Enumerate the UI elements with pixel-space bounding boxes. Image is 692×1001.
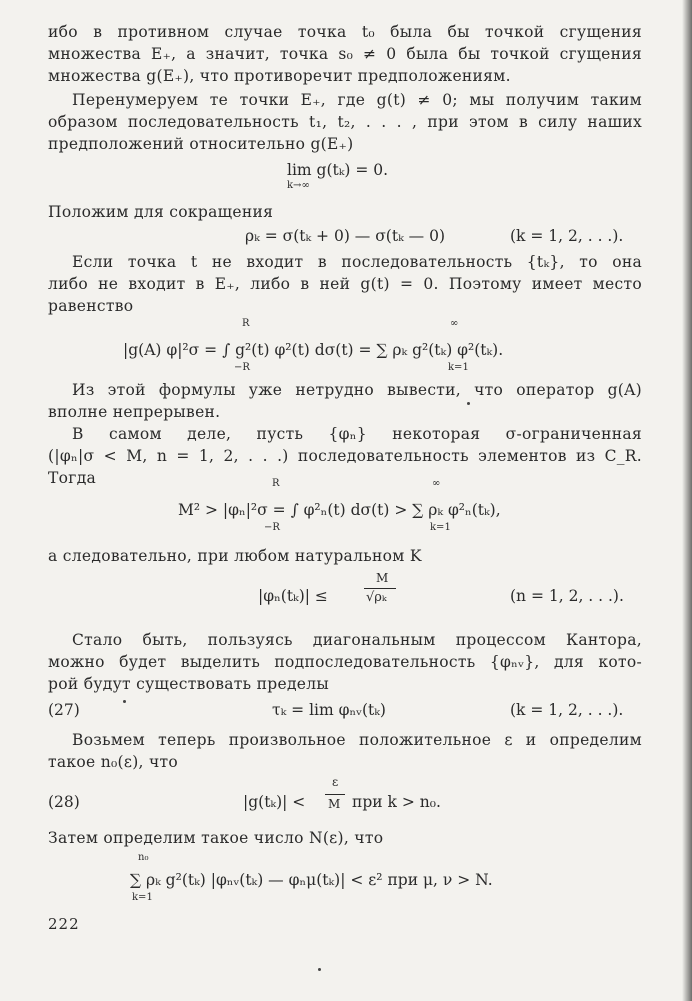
- fraction-numerator: ε: [332, 775, 339, 789]
- print-speck: [318, 968, 321, 971]
- text-line: Положим для сокращения: [48, 203, 274, 221]
- fraction-bar: [325, 794, 345, 795]
- sum-upper-limit: ∞: [450, 318, 459, 329]
- scan-edge-shadow: [682, 0, 692, 1001]
- text-line: либо не входит в E₊, либо в ней g(t) = 0. Поэтому имеет место: [48, 275, 642, 293]
- formula-rho-range: (k = 1, 2, . . .).: [510, 227, 624, 245]
- text-line: множества E₊, а значит, точка s₀ ≠ 0 была бы точкой сгущения: [48, 45, 642, 63]
- fraction-denominator: √ρₖ: [366, 590, 387, 605]
- text-line: Тогда: [48, 469, 97, 487]
- equation-number: (27): [48, 701, 80, 719]
- text-line: образом последовательность t₁, t₂, . . . , при этом в силу наших: [48, 113, 642, 131]
- text-line: (|φₙ|σ < M, n = 1, 2, . . .) последовательность элементов из C_R.: [48, 447, 642, 465]
- formula-rho: ρₖ = σ(tₖ + 0) — σ(tₖ — 0): [245, 227, 445, 245]
- formula-norm-bound: M² > |φₙ|²σ = ∫ φ²ₙ(t) dσ(t) > ∑ ρₖ φ²ₙ(tₖ),: [178, 501, 501, 519]
- sum-upper-limit: ∞: [432, 478, 441, 489]
- print-speck: [467, 402, 470, 405]
- text-line: рой будут существовать пределы: [48, 675, 330, 693]
- page-number: 222: [48, 915, 80, 933]
- sum-lower-limit: k=1: [448, 362, 469, 373]
- integral-lower-limit: −R: [264, 522, 280, 533]
- text-line: Перенумеруем те точки E₊, где g(t) ≠ 0; мы получим таким: [72, 91, 642, 109]
- text-line: Затем определим такое число N(ε), что: [48, 829, 384, 847]
- formula-condition: при k > n₀.: [352, 793, 441, 811]
- sum-lower-limit: k=1: [132, 892, 153, 903]
- text-line: Если точка t не входит в последовательность {tₖ}, то она: [72, 253, 642, 271]
- text-line: равенство: [48, 297, 134, 315]
- text-line: Возьмем теперь произвольное положительное ε и определим: [72, 731, 642, 749]
- formula-limits: τₖ = lim φₙᵥ(tₖ): [272, 701, 386, 719]
- fraction-denominator: M: [328, 797, 341, 811]
- formula-range: (k = 1, 2, . . .).: [510, 701, 624, 719]
- formula-coordinate-bound: |φₙ(tₖ)| ≤: [258, 587, 328, 605]
- fraction-numerator: M: [376, 571, 389, 585]
- text-line: такое n₀(ε), что: [48, 753, 179, 771]
- formula-norm-equality: |g(A) φ|²σ = ∫ g²(t) φ²(t) dσ(t) = ∑ ρₖ g²(tₖ) φ²(tₖ).: [123, 341, 504, 359]
- text-line: Из этой формулы уже нетрудно вывести, что оператор g(A): [72, 381, 642, 399]
- text-line: можно будет выделить подпоследовательность {φₙᵥ}, для кото-: [48, 653, 642, 671]
- formula-epsilon-bound: |g(tₖ)| <: [243, 793, 306, 811]
- text-line: В самом деле, пусть {φₙ} некоторая σ-ограниченная: [72, 425, 642, 443]
- text-line: предположений относительно g(E₊): [48, 135, 354, 153]
- sum-lower-limit: k=1: [430, 522, 451, 533]
- equation-number: (28): [48, 793, 80, 811]
- formula-cauchy-condition: ∑ ρₖ g²(tₖ) |φₙᵥ(tₖ) — φₙμ(tₖ)| < ε² при μ, ν > N.: [130, 871, 493, 889]
- formula-limit: lim g(tₖ) = 0.: [287, 161, 389, 179]
- integral-upper-limit: R: [242, 318, 250, 329]
- integral-upper-limit: R: [272, 478, 280, 489]
- integral-lower-limit: −R: [234, 362, 250, 373]
- text-line: а следовательно, при любом натуральном K: [48, 547, 422, 565]
- text-line: множества g(E₊), что противоречит предположениям.: [48, 67, 511, 85]
- formula-limit-subscript: k→∞: [287, 180, 310, 191]
- text-line: Стало быть, пользуясь диагональным процессом Кантора,: [72, 631, 642, 649]
- print-speck: [123, 700, 126, 703]
- sum-upper-limit: n₀: [138, 852, 149, 863]
- text-line: ибо в противном случае точка t₀ была бы точкой сгущения: [48, 23, 642, 41]
- formula-range: (n = 1, 2, . . .).: [510, 587, 624, 605]
- text-line: вполне непрерывен.: [48, 403, 221, 421]
- fraction-bar: [364, 588, 396, 589]
